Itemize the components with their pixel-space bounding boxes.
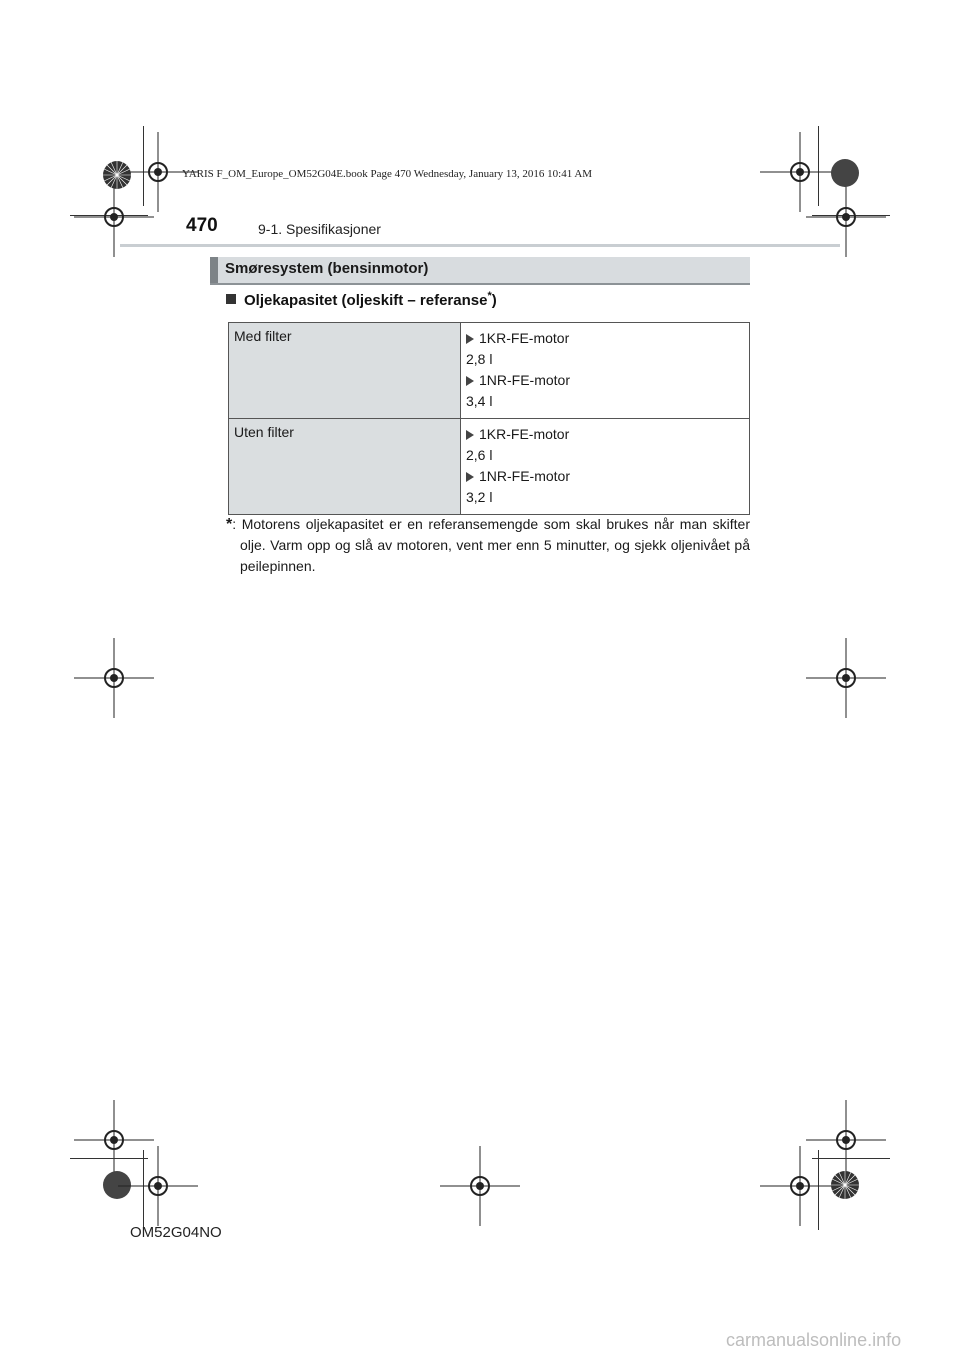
document-code: OM52G04NO (130, 1224, 222, 1241)
footnote-star: * (226, 516, 233, 533)
dark-disc-icon (830, 158, 860, 188)
section-heading-box (210, 257, 750, 285)
engine-name: 1NR-FE-motor (466, 370, 749, 391)
page-number: 470 (186, 215, 218, 236)
row-label: Uten filter (229, 419, 461, 515)
row-values (461, 419, 750, 515)
engine-name: 1KR-FE-motor (466, 424, 749, 445)
engine-name: 1NR-FE-motor (466, 466, 749, 487)
footnote-marker: * (487, 290, 492, 302)
footnote (226, 514, 750, 577)
starburst-icon (102, 160, 132, 190)
footnote-text: : Motorens oljekapasitet er en referansemengde som skal brukes når man skifter olje. Varm opp og slå av motoren, vent mer enn 5 minutter, og sjekk oljenivået på peilepinnen. (232, 516, 750, 574)
header-rule (120, 244, 840, 247)
starburst-icon (830, 1170, 860, 1200)
capacity-value: 3,4 l (466, 393, 493, 409)
registration-target-icon (806, 638, 886, 718)
registration-target-icon (74, 638, 154, 718)
registration-target-icon (118, 1146, 198, 1226)
registration-target-icon (760, 1146, 840, 1226)
square-bullet-icon (226, 294, 236, 304)
engine-name: 1KR-FE-motor (466, 328, 749, 349)
row-label: Med filter (229, 323, 461, 419)
row-values (461, 323, 750, 419)
table-row (229, 323, 750, 419)
subheading (226, 290, 497, 309)
subheading-text: Oljekapasitet (oljeskift – referanse (244, 292, 488, 309)
section-heading: Smøresystem (bensinmotor) (225, 260, 429, 277)
capacity-value: 2,6 l (466, 447, 493, 463)
heading-accent-bar (210, 257, 218, 283)
section-title: 9-1. Spesifikasjoner (258, 221, 381, 237)
capacity-value: 2,8 l (466, 351, 493, 367)
print-info: YARIS F_OM_Europe_OM52G04E.book Page 470 Wednesday, January 13, 2016 10:41 AM (182, 168, 593, 180)
table-row (229, 419, 750, 515)
capacity-value: 3,2 l (466, 489, 493, 505)
subheading-close: ) (491, 292, 497, 309)
watermark: carmanualsonline.info (726, 1330, 902, 1350)
oil-capacity-table (228, 322, 750, 515)
registration-target-icon (440, 1146, 520, 1226)
